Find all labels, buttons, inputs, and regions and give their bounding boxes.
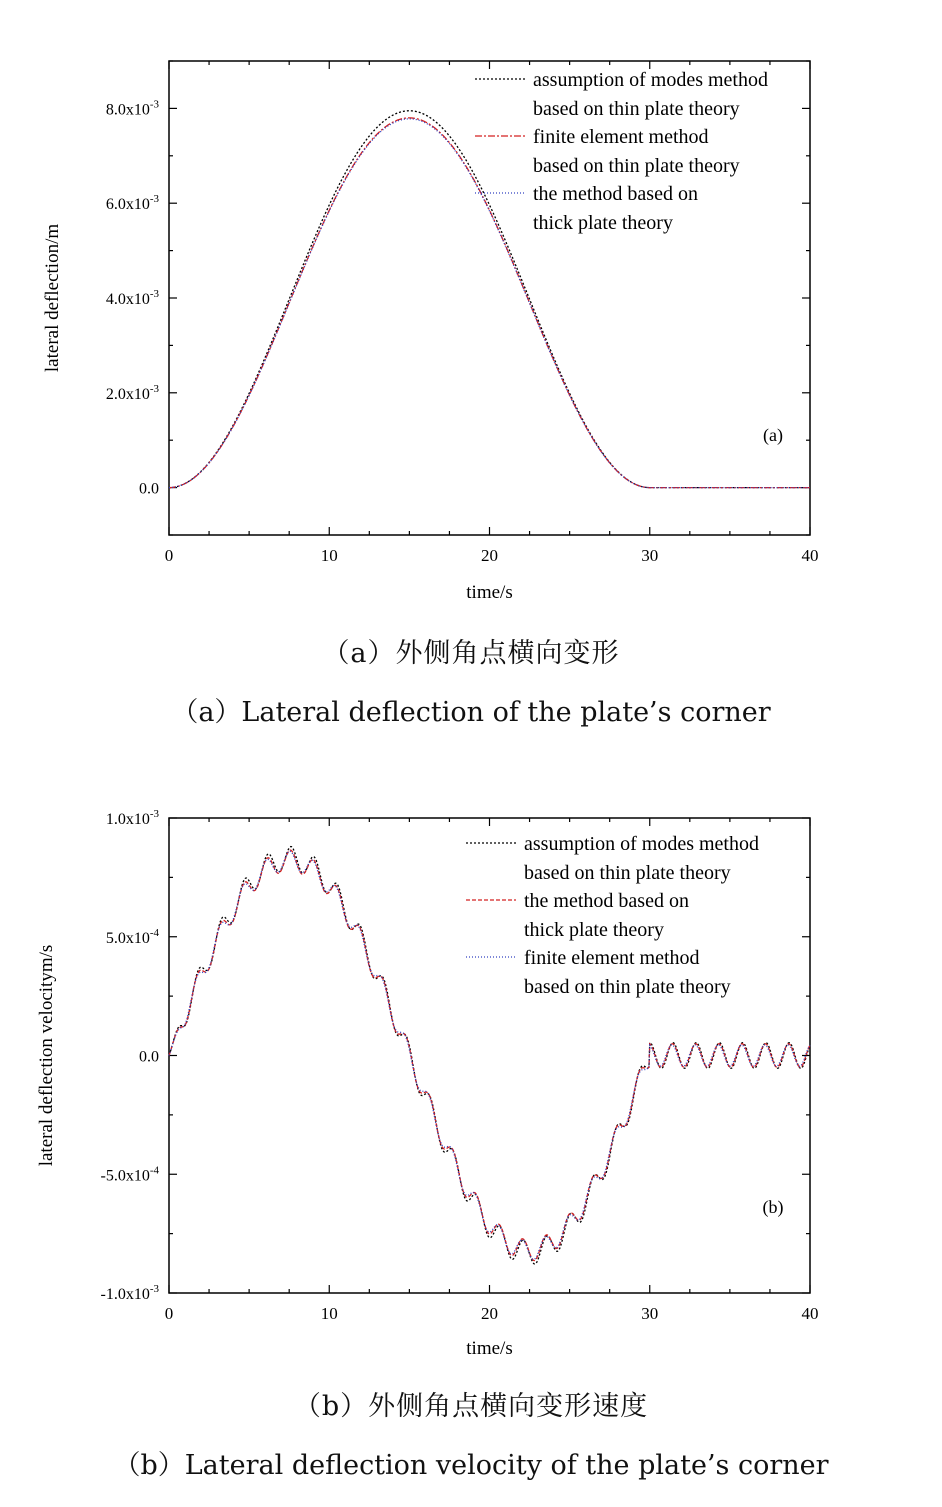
caption-a-chinese: （a）外侧角点横向变形 — [322, 638, 620, 669]
legend-label: based on thin plate theory — [533, 155, 740, 177]
y-tick-label: $5.0x10^{-4}$ — [105, 926, 159, 947]
caption-b-chinese: （b）外侧角点横向变形速度 — [293, 1391, 649, 1422]
panel-label: (a) — [763, 425, 783, 445]
legend-label: assumption of modes method — [533, 69, 768, 91]
legend-label: finite element method — [533, 126, 709, 148]
x-tick-label: 30 — [641, 546, 659, 565]
y-tick-label: $4.0x10^{-3}$ — [105, 288, 159, 308]
x-tick-label: 20 — [481, 1304, 498, 1323]
legend-label: the method based on — [524, 890, 689, 912]
x-tick-label: 10 — [320, 546, 338, 565]
y-tick-label: $1.0x10^{-3}$ — [105, 808, 159, 828]
legend-label: the method based on — [533, 183, 698, 205]
legend-label: assumption of modes method — [524, 833, 759, 855]
x-tick-label: 40 — [801, 546, 819, 565]
y-axis-label: lateral deflection velocitym/s — [36, 944, 57, 1167]
legend-label: thick plate theory — [524, 919, 664, 941]
y-tick-label: $8.0x10^{-3}$ — [105, 98, 159, 119]
legend-label: thick plate theory — [533, 212, 673, 234]
legend-label: based on thin plate theory — [524, 976, 731, 998]
legend-label: based on thin plate theory — [524, 862, 731, 884]
legend-label: finite element method — [524, 947, 700, 969]
y-tick-label: $2.0x10^{-3}$ — [105, 382, 159, 403]
y-tick-label: $6.0x10^{-3}$ — [105, 193, 159, 214]
panel-label: (b) — [762, 1197, 784, 1217]
x-axis-label: time/s — [466, 1338, 513, 1359]
y-tick-label: $-1.0x10^{-3}$ — [100, 1283, 159, 1303]
x-tick-label: 30 — [641, 1304, 659, 1323]
y-tick-label: $-5.0x10^{-4}$ — [100, 1164, 159, 1185]
x-tick-label: 10 — [320, 1304, 338, 1323]
chart-b — [36, 808, 819, 1359]
caption-a-english: （a）Lateral deflection of the plate’s corner — [171, 697, 771, 728]
y-axis-label: lateral deflection/m — [42, 223, 63, 373]
x-tick-label: 0 — [164, 546, 174, 565]
x-tick-label: 0 — [164, 1304, 174, 1323]
legend-label: based on thin plate theory — [533, 98, 740, 120]
chart-a — [42, 61, 819, 603]
y-tick-label: 0.0 — [139, 1048, 159, 1066]
plot-frame — [169, 61, 810, 535]
x-tick-label: 40 — [801, 1304, 819, 1323]
y-tick-label: 0.0 — [139, 480, 159, 498]
x-tick-label: 20 — [481, 546, 498, 565]
x-axis-label: time/s — [466, 582, 513, 603]
caption-b-english: （b）Lateral deflection velocity of the plate’s corner — [113, 1450, 829, 1481]
